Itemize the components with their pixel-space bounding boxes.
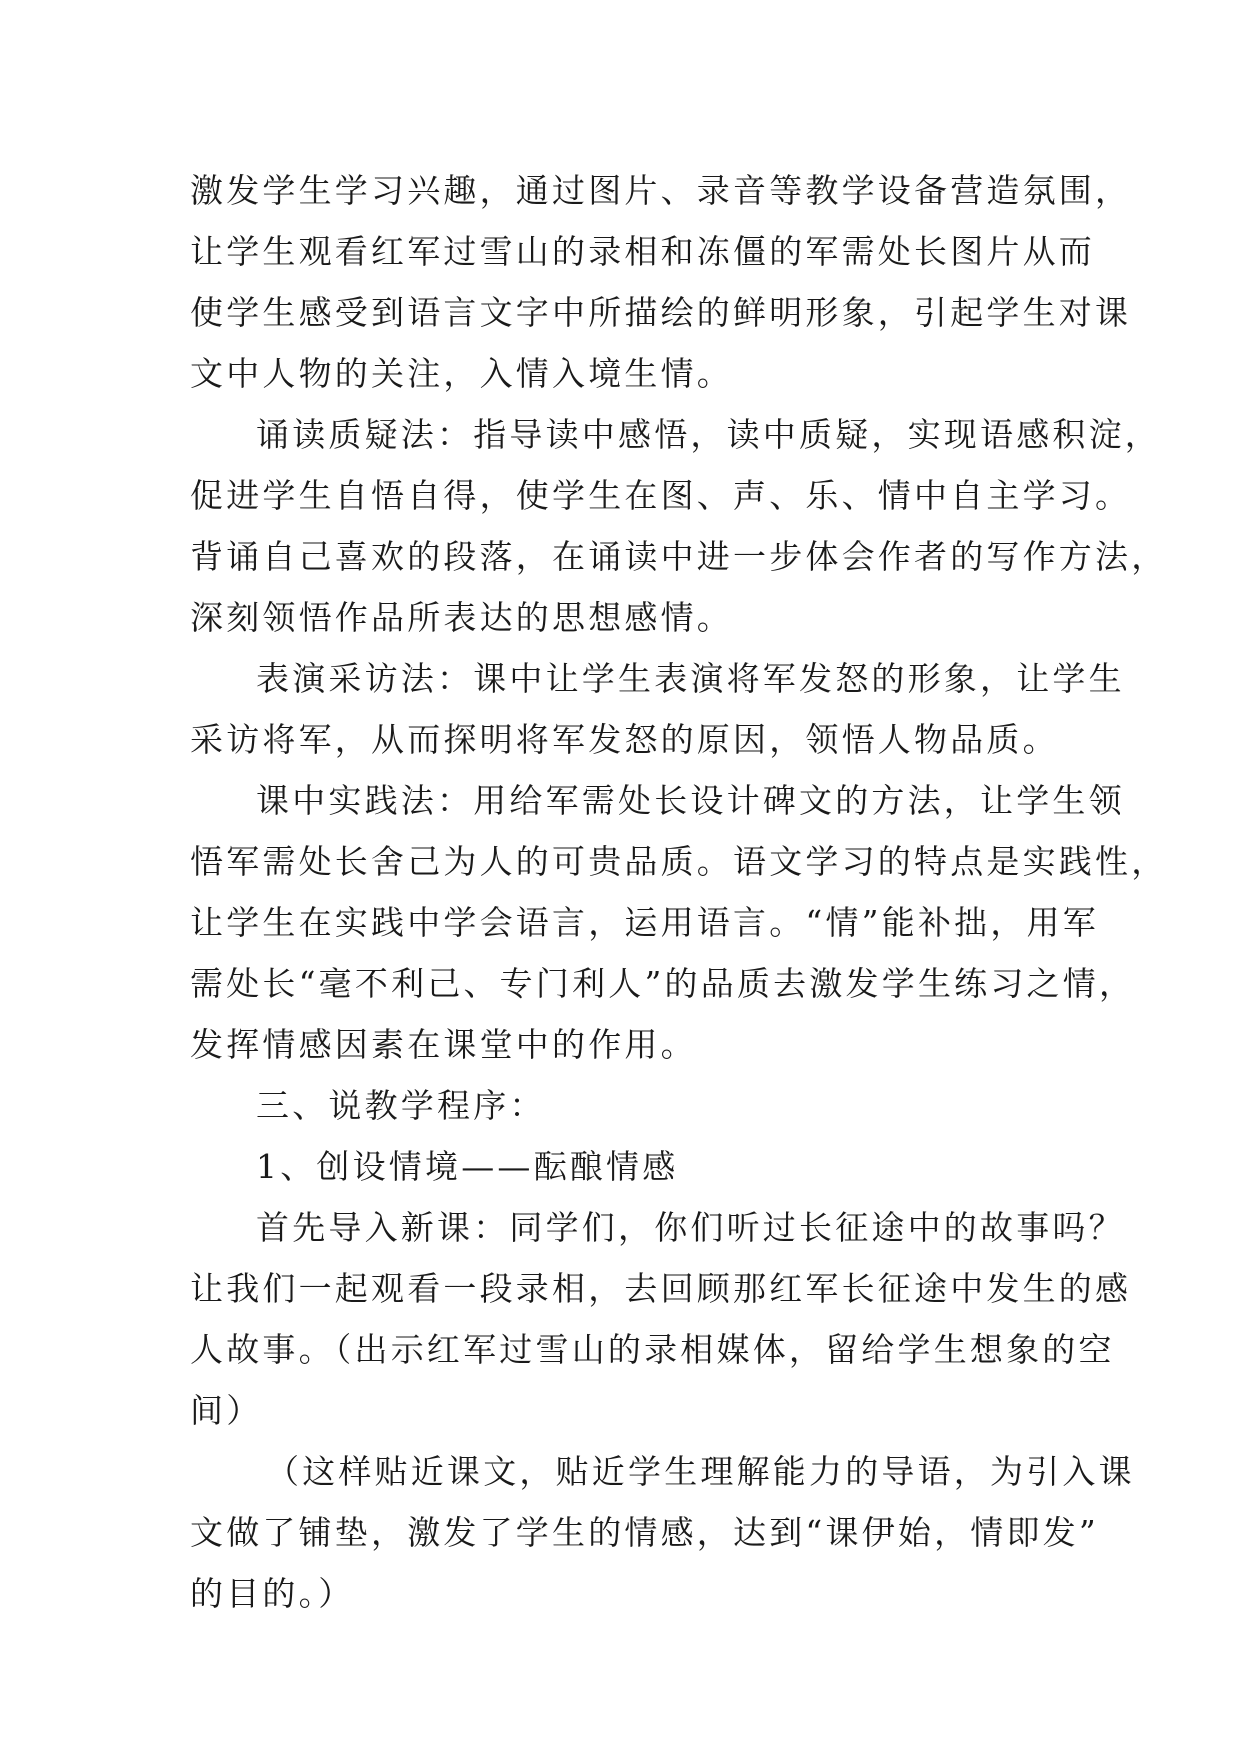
text-line: 首先导入新课：同学们，你们听过长征途中的故事吗？ (256, 1208, 1125, 1247)
text-line: 发挥情感因素在课堂中的作用。 (190, 1025, 697, 1064)
text-line: 文中人物的关注，入情入境生情。 (190, 354, 733, 393)
text-line: （这样贴近课文，贴近学生理解能力的导语，为引入课 (266, 1452, 1135, 1491)
text-line: 课中实践法：用给军需处长设计碑文的方法，让学生领 (256, 781, 1125, 820)
text-line: 需处长“毫不利己、专门利人”的品质去激发学生练习之情， (190, 964, 1136, 1003)
step-heading: 1、创设情境——酝酿情感 (256, 1147, 679, 1186)
paragraph-in-class-practice-method (190, 770, 1168, 1075)
text-line: 让我们一起观看一段录相，去回顾那红军长征途中发生的感 (190, 1269, 1132, 1308)
text-line: 的目的。） (190, 1574, 355, 1613)
paragraph-introduce-new-lesson (190, 1197, 1132, 1441)
document-body (190, 160, 1168, 1624)
text-line: 让学生在实践中学会语言，运用语言。“情”能补拙，用军 (190, 903, 1099, 942)
text-line: 人故事。（出示红军过雪山的录相媒体，留给学生想象的空 (190, 1330, 1115, 1369)
section-heading: 三、说教学程序： (256, 1086, 546, 1125)
text-line: 让学生观看红军过雪山的录相和冻僵的军需处长图片从而 (190, 232, 1095, 271)
paragraph-performance-interview-method (190, 648, 1125, 770)
paragraph-intro-continuation (190, 160, 1132, 404)
text-line: 促进学生自悟自得，使学生在图、声、乐、情中自主学习。 (190, 476, 1132, 515)
text-line: 深刻领悟作品所表达的思想感情。 (190, 598, 733, 637)
text-line: 悟军需处长舍己为人的可贵品质。语文学习的特点是实践性， (190, 842, 1168, 881)
section-heading-teaching-procedure (190, 1075, 1060, 1136)
paragraph-commentary-note (190, 1441, 1135, 1624)
text-line: 使学生感受到语言文字中所描绘的鲜明形象，引起学生对课 (190, 293, 1132, 332)
paragraph-recite-question-method (190, 404, 1168, 648)
text-line: 间） (190, 1391, 263, 1430)
text-line: 表演采访法：课中让学生表演将军发怒的形象，让学生 (256, 659, 1125, 698)
text-line: 背诵自己喜欢的段落，在诵读中进一步体会作者的写作方法， (190, 537, 1168, 576)
text-line: 激发学生学习兴趣，通过图片、录音等教学设备营造氛围， (190, 171, 1132, 210)
text-line: 诵读质疑法：指导读中感悟，读中质疑，实现语感积淀， (256, 415, 1161, 454)
text-line: 文做了铺垫，激发了学生的情感，达到“课伊始，情即发” (190, 1513, 1099, 1552)
text-line: 采访将军，从而探明将军发怒的原因，领悟人物品质。 (190, 720, 1059, 759)
step-heading-create-situation (190, 1136, 1060, 1197)
